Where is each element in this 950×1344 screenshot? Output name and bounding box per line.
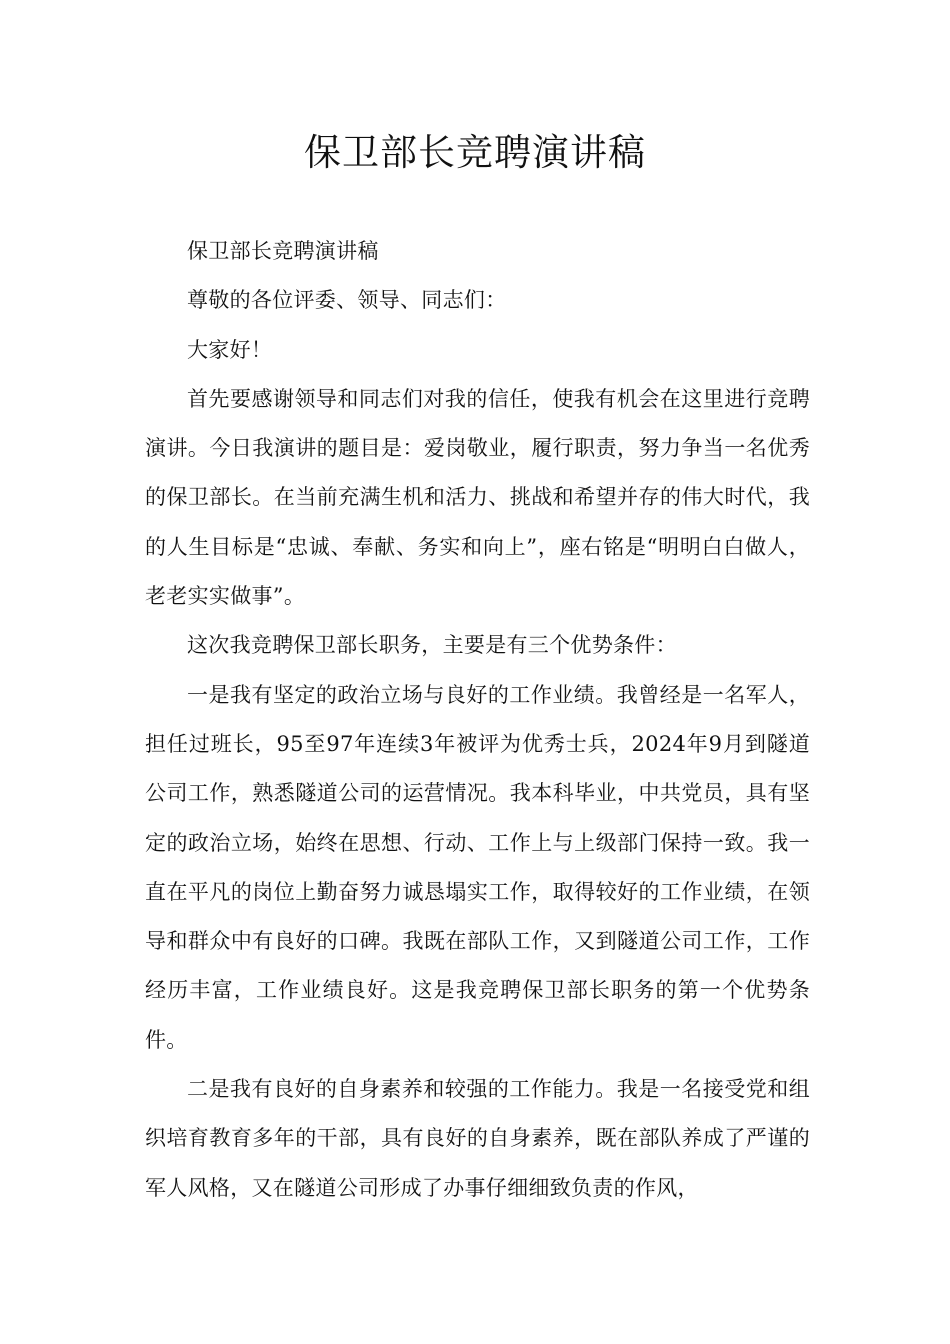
paragraph-advantages: 这次我竞聘保卫部长职务，主要是有三个优势条件： <box>187 633 677 658</box>
document-title: 保卫部长竞聘演讲稿 <box>304 131 646 174</box>
paragraph-second-advantage: 二是我有良好的自身素养和较强的工作能力。我是一名接受党和组织培育教育多年的干部，具有良好的自身素养，既在部队养成了严谨的军人风格，又在隧道公司形成了办事仔细细致负责的作风， <box>145 1077 810 1200</box>
paragraph-greeting: 大家好！ <box>187 337 273 362</box>
paragraph-first-advantage: 一是我有坚定的政治立场与良好的工作业绩。我曾经是一名军人，担任过班长，95至97年连续3年被评为优秀士兵，2024年9月到隧道公司工作，熟悉隧道公司的运营情况。我本科毕业，中共党员，具有坚定的政治立场，始终在思想、行动、工作上与上级部门保持一致。我一直在平凡的岗位上勤奋努力诚恳塌实工作，取得较好的工作业绩，在领导和群众中有良好的口碑。我既在部队工作，又到隧道公司工作，工作经历丰富，工作业绩良好。这是我竞聘保卫部长职务的第一个优势条件。 <box>145 682 810 1052</box>
document-body <box>145 227 810 1213</box>
paragraph-heading: 保卫部长竞聘演讲稿 <box>187 239 379 263</box>
paragraph-intro: 首先要感谢领导和同志们对我的信任，使我有机会在这里进行竞聘演讲。今日我演讲的题目是：爱岗敬业，履行职责，努力争当一名优秀的保卫部长。在当前充满生机和活力、挑战和希望并存的伟大时代，我的人生目标是“忠诚、奉献、务实和向上”，座右铭是“明明白白做人，老老实实做事”。 <box>145 386 810 609</box>
paragraph-salutation: 尊敬的各位评委、领导、同志们： <box>187 288 507 313</box>
